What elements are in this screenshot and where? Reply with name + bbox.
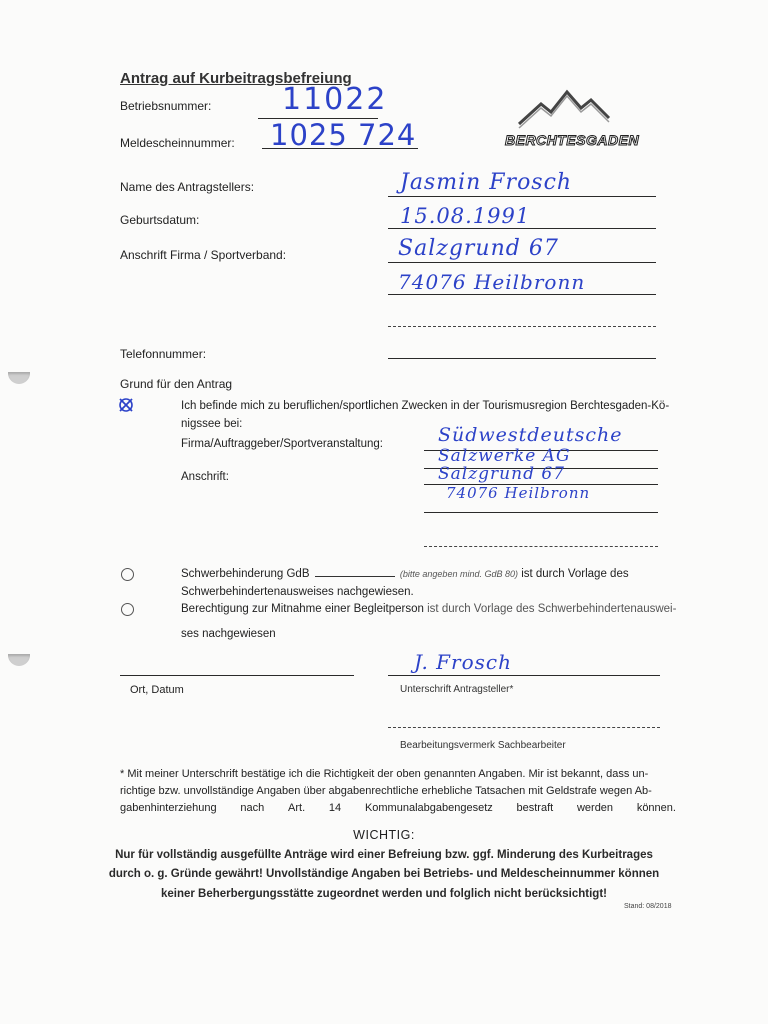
reason-option-3-radio[interactable]	[121, 603, 134, 616]
meldescheinnummer-value[interactable]: 1025 724	[270, 118, 417, 152]
important-line-1: Nur für vollständig ausgefüllte Anträge wird einer Befreiung bzw. ggf. Minderung des Kurbeitrages	[115, 849, 653, 861]
meldescheinnummer-label: Meldescheinnummer:	[120, 136, 235, 150]
footnote-word: Kommunalabgabengesetz	[364, 802, 493, 814]
punch-hole-bottom	[8, 654, 30, 666]
reason-option-3-text	[181, 601, 676, 618]
anschrift-line-3	[388, 326, 656, 327]
footnote-word: Art.	[288, 802, 306, 814]
anschrift-line1-value[interactable]: Salzgrund 67	[398, 236, 559, 261]
reason-option-2-radio[interactable]	[121, 568, 134, 581]
schwerbehinderung-label: Schwerbehinderung GdB	[181, 568, 310, 580]
important-line-2: durch o. g. Gründe gewährt! Unvollständige Angaben bei Betriebs- und Meldescheinnummer können	[108, 868, 660, 880]
reason-heading: Grund für den Antrag	[120, 377, 233, 391]
footnote-word: 14	[328, 802, 342, 814]
telefon-line	[388, 358, 656, 359]
footnote-word: nach	[240, 802, 265, 814]
anschrift-line-1	[388, 262, 656, 263]
reason-option-2-text-2: Schwerbehindertenausweises nachgewiesen.	[181, 586, 414, 598]
office-line	[388, 727, 660, 728]
geburtsdatum-value[interactable]: 15.08.1991	[400, 204, 531, 228]
betriebsnummer-value[interactable]: 11022	[282, 82, 388, 117]
office-label: Bearbeitungsvermerk Sachbearbeiter	[400, 740, 566, 751]
signature-line	[388, 675, 660, 676]
reason-option-1-checkbox[interactable]	[117, 396, 135, 414]
firma-line3-value[interactable]: Salzgrund 67	[438, 464, 565, 484]
ort-datum-line	[120, 675, 354, 676]
footnote-word: können.	[636, 802, 676, 814]
form-title: Antrag auf Kurbeitragsbefreiung	[120, 70, 352, 87]
begleitperson-label: Berechtigung zur Mitnahme einer Begleitperson	[181, 603, 424, 615]
reason-option-2-text	[181, 566, 629, 583]
geburtsdatum-line	[388, 228, 656, 229]
gdb-hint: (bitte angeben mind. GdB 80)	[399, 569, 518, 579]
logo-text: BERCHTESGADEN	[505, 132, 640, 148]
betriebsnummer-label: Betriebsnummer:	[120, 99, 212, 113]
name-line	[388, 196, 656, 197]
firma-label: Firma/Auftraggeber/Sportveranstaltung:	[181, 438, 383, 450]
signature-value[interactable]: J. Frosch	[414, 650, 513, 674]
schwerbehinderung-label-2: ist durch Vorlage des	[521, 568, 629, 580]
firma-anschrift-label: Anschrift:	[181, 471, 229, 483]
reason-option-1-text: Ich befinde mich zu beruflichen/sportlichen Zwecken in der Tourismusregion Berchtesgaden-Kö-	[181, 400, 670, 412]
firma-line1-value[interactable]: Südwestdeutsche	[438, 424, 623, 446]
firma-line-5	[424, 546, 658, 547]
footnote-line-1: * Mit meiner Unterschrift bestätige ich die Richtigkeit der oben genannten Angaben. Mir ist bekannt, dass un-	[120, 768, 649, 780]
important-heading: WICHTIG:	[353, 828, 415, 842]
telefon-label: Telefonnummer:	[120, 347, 207, 361]
anschrift-line-2	[388, 294, 656, 295]
stand-label: Stand: 08/2018	[624, 903, 672, 910]
anschrift-label: Anschrift Firma / Sportverband:	[120, 248, 287, 262]
mountain-icon	[505, 86, 657, 132]
name-value[interactable]: Jasmin Frosch	[400, 170, 573, 195]
punch-hole-top	[8, 372, 30, 384]
ort-datum-label: Ort, Datum	[130, 684, 184, 696]
footnote-line-2: richtige bzw. unvollständige Angaben über abgabenrechtliche erhebliche Tatsachen mit Geldstrafe wegen Ab-	[120, 785, 652, 797]
reason-option-3-text-2: ses nachgewiesen	[181, 628, 276, 640]
footnote-line-3	[120, 800, 676, 817]
footnote-word: bestraft	[516, 802, 554, 814]
geburtsdatum-label: Geburtsdatum:	[120, 213, 200, 227]
checkmark-icon	[117, 396, 135, 414]
gdb-input-line[interactable]	[315, 566, 395, 577]
firma-line2-value[interactable]: Salzwerke AG	[438, 446, 571, 466]
footnote-word: gabenhinterziehung	[120, 802, 217, 814]
firma-line4-value[interactable]: 74076 Heilbronn	[446, 484, 591, 502]
berchtesgaden-logo	[505, 86, 657, 154]
signature-label: Unterschrift Antragsteller*	[400, 684, 514, 695]
anschrift-line2-value[interactable]: 74076 Heilbronn	[398, 270, 586, 294]
name-label: Name des Antragstellers:	[120, 180, 255, 194]
meldescheinnummer-line	[262, 148, 418, 149]
firma-line-4	[424, 512, 658, 513]
footnote-word: werden	[576, 802, 614, 814]
important-line-3: keiner Beherbergungsstätte zugeordnet werden und folglich nicht berücksichtigt!	[160, 888, 607, 900]
reason-option-1-text-2: nigssee bei:	[181, 418, 243, 430]
begleitperson-label-2: ist durch Vorlage des Schwerbehindertenauswei-	[427, 603, 677, 615]
